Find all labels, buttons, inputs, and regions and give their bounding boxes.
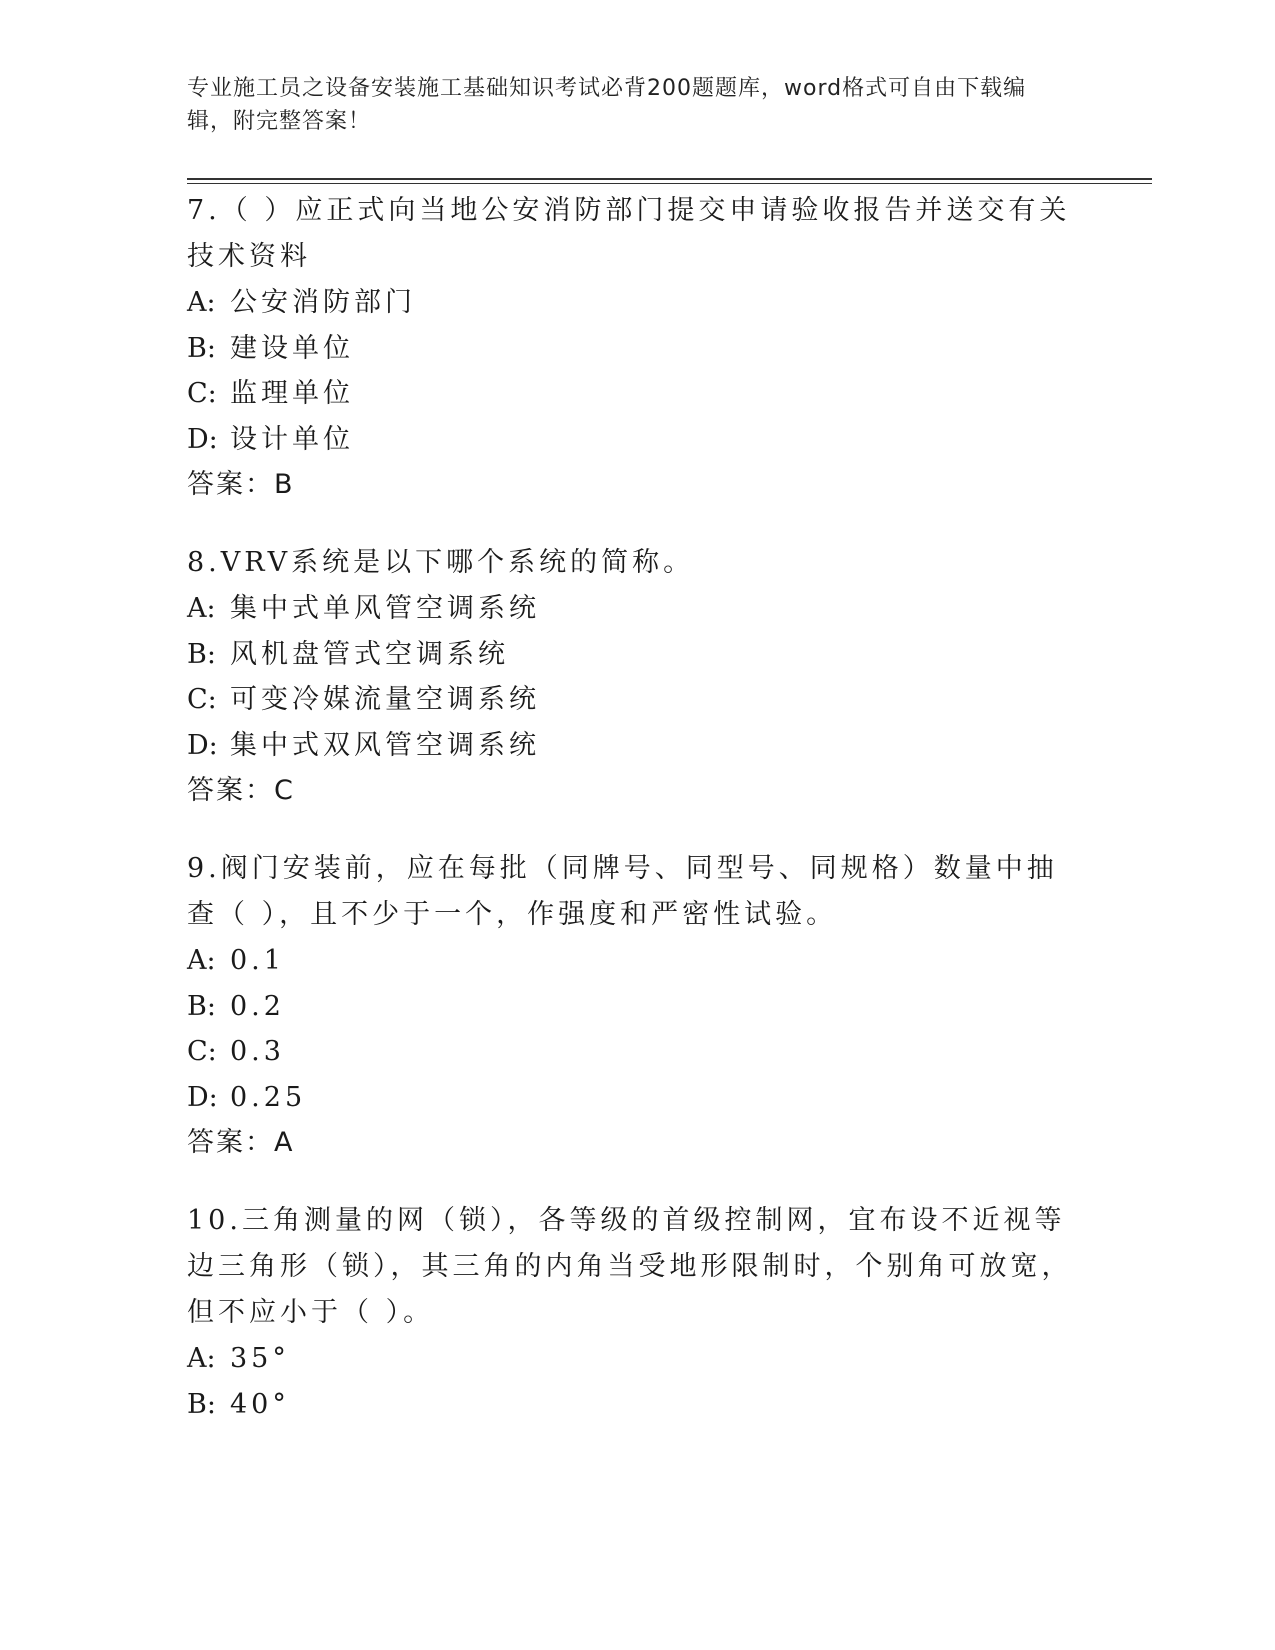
option-text: 0.3 — [230, 1036, 285, 1067]
option-d — [187, 723, 1087, 769]
option-key: B: — [187, 990, 216, 1022]
header-divider-thick — [187, 178, 1152, 180]
option-a — [187, 938, 1087, 984]
option-text: 公安消防部门 — [230, 287, 416, 318]
option-key: D: — [187, 1081, 218, 1113]
question-block — [187, 540, 1087, 814]
option-key: C: — [187, 378, 217, 409]
option-c — [187, 677, 1087, 723]
option-text: 0.1 — [230, 945, 285, 976]
option-key: C: — [187, 684, 217, 715]
question-stem: 8.VRV系统是以下哪个系统的简称。 — [187, 547, 695, 578]
option-text: 集中式单风管空调系统 — [230, 593, 540, 624]
option-key: A: — [187, 593, 216, 624]
option-a — [187, 280, 1087, 326]
option-key: B: — [187, 1388, 216, 1420]
option-text: 监理单位 — [230, 378, 354, 409]
option-c — [187, 1029, 1087, 1075]
option-key: D: — [187, 423, 218, 455]
option-c — [187, 371, 1087, 417]
option-key: B: — [187, 638, 216, 670]
question-stem: 10.三角测量的网（锁），各等级的首级控制网，宜布设不近视等边三角形（锁），其三角的内角当受地形限制时，个别角可放宽，但不应小于（ ）。 — [187, 1205, 1073, 1328]
option-b — [187, 984, 1087, 1030]
question-block — [187, 1198, 1087, 1427]
option-key: A: — [187, 945, 216, 976]
answer-line: 答案：B — [187, 469, 295, 500]
document-header-note: 专业施工员之设备安装施工基础知识考试必背200题题库，word格式可自由下载编辑，附完整答案！ — [187, 76, 1027, 134]
answer-line: 答案：C — [187, 775, 295, 806]
option-a — [187, 586, 1087, 632]
option-d — [187, 1075, 1087, 1121]
option-b — [187, 1382, 1087, 1428]
option-text: 建设单位 — [230, 332, 354, 364]
option-text: 可变冷媒流量空调系统 — [230, 684, 540, 715]
option-key: D: — [187, 729, 218, 761]
question-block — [187, 188, 1087, 508]
option-text: 设计单位 — [230, 423, 354, 455]
option-key: B: — [187, 332, 216, 364]
option-text: 集中式双风管空调系统 — [230, 729, 540, 761]
option-d — [187, 417, 1087, 463]
option-text: 35° — [230, 1343, 290, 1374]
option-a — [187, 1336, 1087, 1382]
option-b — [187, 326, 1087, 372]
question-stem: 7.（ ）应正式向当地公安消防部门提交申请验收报告并送交有关技术资料 — [187, 195, 1071, 272]
option-key: A: — [187, 287, 216, 318]
option-text: 0.2 — [230, 990, 285, 1022]
question-stem: 9.阀门安装前，应在每批（同牌号、同型号、同规格）数量中抽查（ ），且不少于一个，作强度和严密性试验。 — [187, 853, 1058, 930]
answer-line: 答案：A — [187, 1127, 295, 1158]
option-key: A: — [187, 1343, 216, 1374]
option-text: 0.25 — [230, 1081, 307, 1113]
header-divider-thin — [187, 183, 1152, 184]
option-text: 40° — [230, 1388, 290, 1420]
question-block — [187, 846, 1087, 1166]
option-b — [187, 632, 1087, 678]
question-list — [187, 188, 1087, 1459]
option-key: C: — [187, 1036, 217, 1067]
option-text: 风机盘管式空调系统 — [230, 638, 509, 670]
